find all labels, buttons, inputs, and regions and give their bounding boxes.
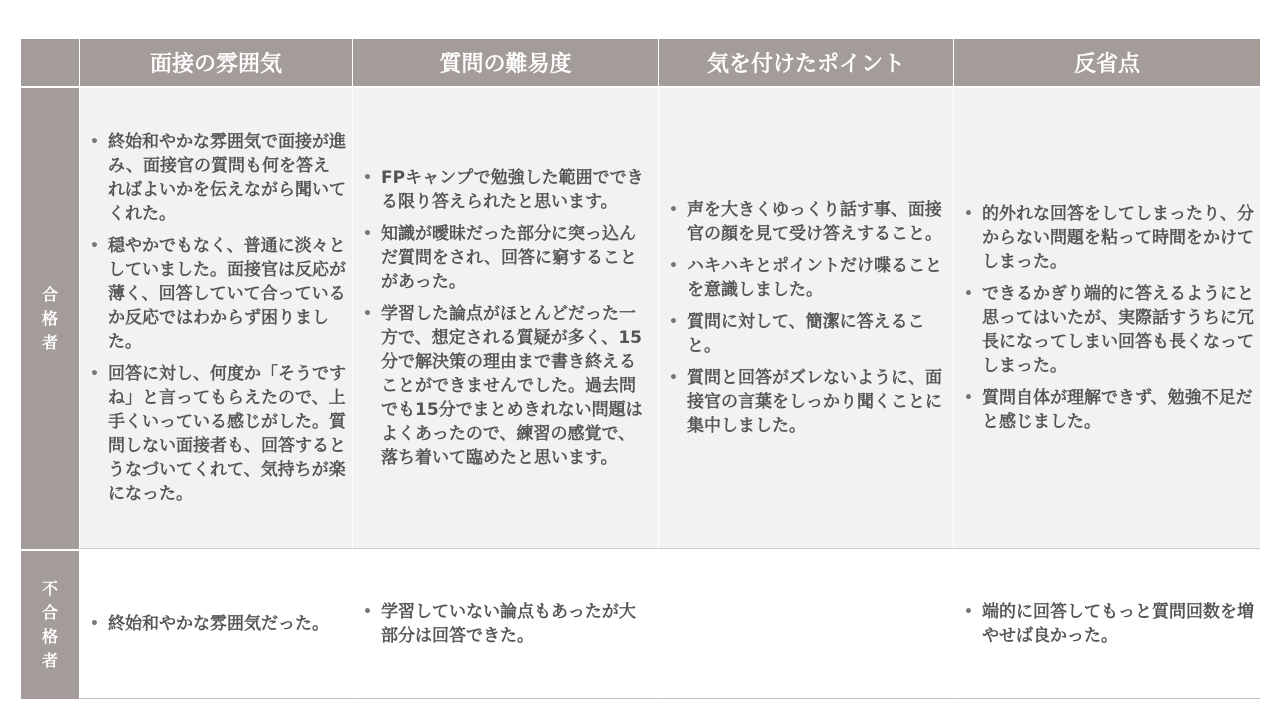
list-item: • 穏やかでもなく、普通に淡々としていました。面接官は反応が薄く、回答していて合っているか反応ではわからず困りました。 xyxy=(88,234,346,354)
list-item: • 端的に回答してもっと質問回数を増やせば良かった。 xyxy=(962,600,1254,648)
table-cell xyxy=(79,549,352,699)
list-item: • ハキハキとポイントだけ喋ることを意識しました。 xyxy=(667,254,947,302)
list-item: • 学習した論点がほとんどだった一方で、想定される質疑が多く、15分で解決策の理由まで書き終えることができませんでした。過去問でも15分でまとめきれない問題はよくあったので、練習の感覚で、落ち着いて臨めたと思います。 xyxy=(361,302,652,470)
table-cell xyxy=(953,86,1260,549)
list-item: • 学習していない論点もあったが大部分は回答できた。 xyxy=(361,600,652,648)
list-item: • 的外れな回答をしてしまったり、分からない問題を粘って時間をかけてしまった。 xyxy=(962,202,1254,274)
bullet-list xyxy=(88,130,346,506)
interview-table xyxy=(21,39,1260,699)
list-item: • 質問自体が理解できず、勉強不足だと感じました。 xyxy=(962,386,1254,434)
list-item: • 終始和やかな雰囲気だった。 xyxy=(88,612,329,636)
header-corner xyxy=(21,39,79,86)
bullet-list xyxy=(88,612,329,636)
bullet-list xyxy=(962,600,1254,648)
list-item: • できるかぎり端的に答えるようにと思ってはいたが、実際話すうちに冗長になってしまい回答も長くなってしまった。 xyxy=(962,282,1254,378)
table-grid xyxy=(21,39,1260,699)
table-cell xyxy=(658,549,953,699)
table-cell xyxy=(658,86,953,549)
bullet-list xyxy=(667,198,947,438)
list-item: • 質問と回答がズレないように、面接官の言葉をしっかり聞くことに集中しました。 xyxy=(667,366,947,438)
list-item: • 回答に対し、何度か「そうですね」と言ってもらえたので、上手くいっている感じがした。質問しない面接者も、回答するとうなづいてくれて、気持ちが楽になった。 xyxy=(88,362,346,506)
bullet-list xyxy=(361,600,652,648)
table-cell xyxy=(953,549,1260,699)
header-reflection: 反省点 xyxy=(953,39,1260,86)
table-cell xyxy=(352,86,658,549)
bullet-list xyxy=(361,166,652,470)
table-cell xyxy=(79,86,352,549)
header-difficulty: 質問の難易度 xyxy=(352,39,658,86)
list-item: • 終始和やかな雰囲気で面接が進み、面接官の質問も何を答えればよいかを伝えながら聞いてくれた。 xyxy=(88,130,346,226)
header-points: 気を付けたポイント xyxy=(658,39,953,86)
header-atmosphere: 面接の雰囲気 xyxy=(79,39,352,86)
list-item: • 声を大きくゆっくり話す事、面接官の顔を見て受け答えすること。 xyxy=(667,198,947,246)
row-label-failed xyxy=(21,549,79,699)
row-label-text: 不合格者 xyxy=(42,579,59,670)
row-label-text: 合格者 xyxy=(42,284,59,352)
list-item: • 知識が曖昧だった部分に突っ込んだ質問をされ、回答に窮することがあった。 xyxy=(361,222,652,294)
row-label-passed xyxy=(21,86,79,549)
bullet-list xyxy=(962,202,1254,434)
list-item: • 質問に対して、簡潔に答えること。 xyxy=(667,310,947,358)
table-cell xyxy=(352,549,658,699)
list-item: • FPキャンプで勉強した範囲でできる限り答えられたと思います。 xyxy=(361,166,652,214)
